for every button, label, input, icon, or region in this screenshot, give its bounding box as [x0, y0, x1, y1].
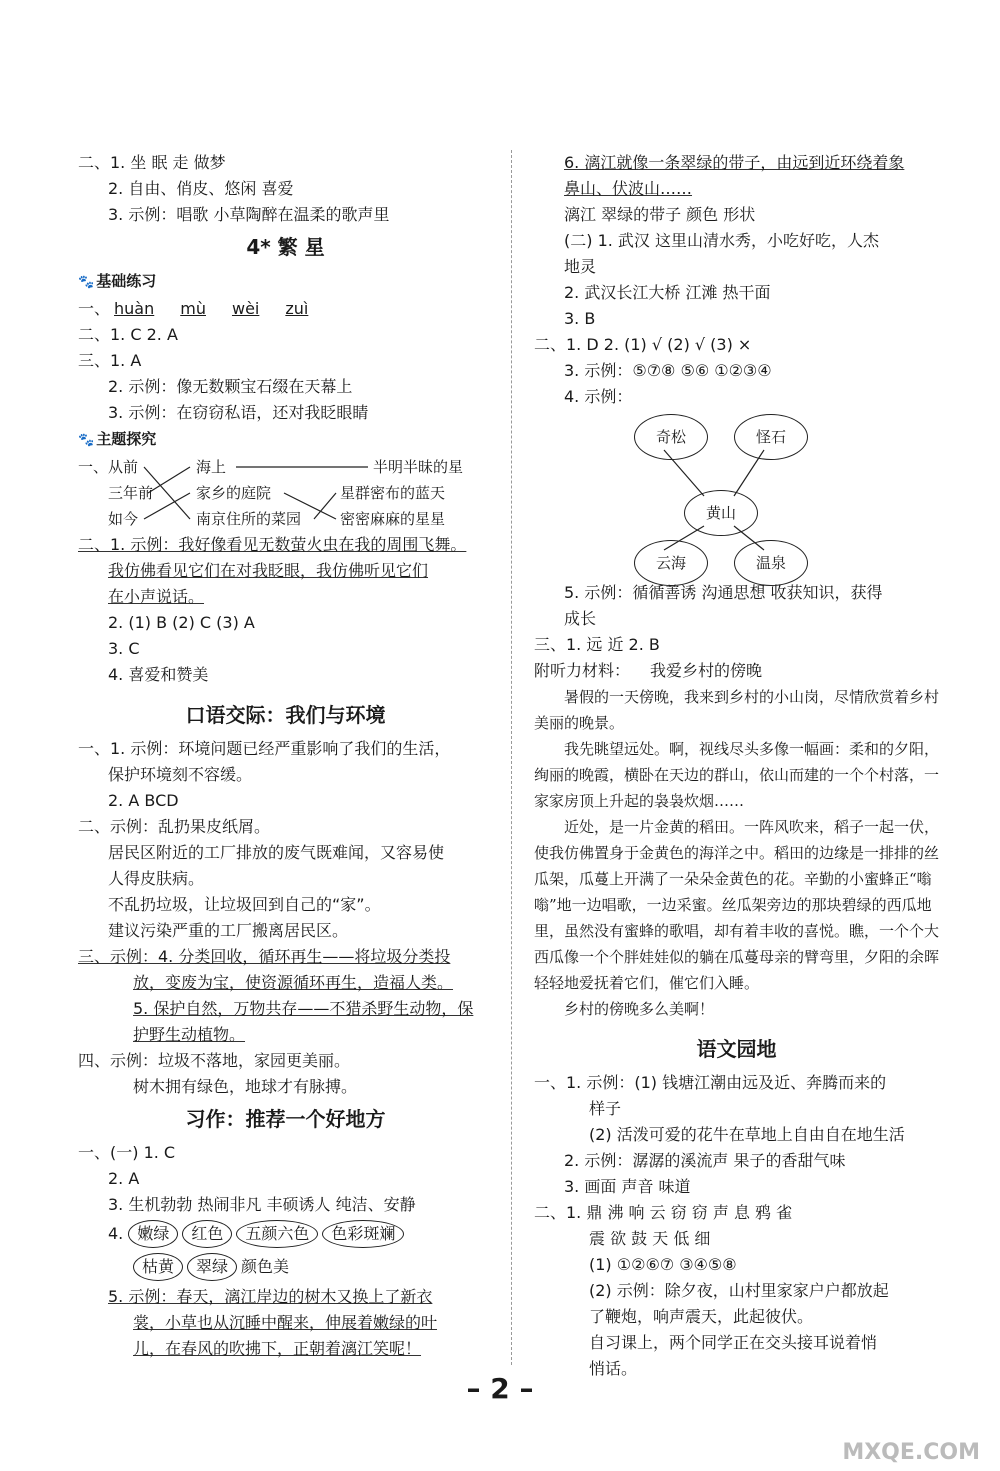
- match-place: 家乡的庭院: [196, 484, 272, 502]
- answer-text: 建议污染严重的工厂搬离居民区。: [108, 921, 349, 940]
- answer-text: 裳，小草也从沉睡中醒来，伸展着嫩绿的叶: [133, 1313, 438, 1332]
- answer-text: 不乱扔垃圾，让垃圾回到自己的“家”。: [108, 895, 381, 914]
- answer-text: 3. C: [108, 639, 140, 658]
- answer-line: [78, 1310, 493, 1336]
- answer-line: [78, 1022, 493, 1048]
- answer-text: 三、示例：4. 分类回收，循环再生——将垃圾分类投: [78, 947, 451, 966]
- answer-line: [78, 1166, 493, 1192]
- answer-line: [78, 348, 493, 374]
- answer-line: [78, 866, 493, 892]
- column-divider: [511, 150, 512, 1365]
- mind-node-qisong: 奇松: [634, 414, 708, 460]
- story-paragraph: 近处，是一片金黄的稻田。一阵风吹来，稻子一起一伏，使我仿佛置身于金黄色的海洋之中。稻田的边缘是一排排的丝瓜架，瓜蔓上开满了一朵朵金黄色的花。辛勤的小蜜蜂正“嗡嗡”地一边唱歌，一边采蜜。丝瓜架旁边的那块碧绿的西瓜地里，虽然没有蜜蜂的歌唱，却有着丰收的喜悦。瞧，一个个大西瓜像一个个胖娃娃似的躺在瓜蔓母亲的臂弯里，夕阳的余晖轻轻地爱抚着它们，催它们入睡。: [534, 818, 940, 992]
- pinyin-item: huàn: [114, 299, 155, 318]
- pinyin-item: mù: [180, 299, 206, 318]
- answer-text: 2. 自由、俏皮、悠闲 喜爱: [108, 179, 294, 198]
- answer-line: [78, 892, 493, 918]
- answer-text: 树木拥有绿色，地球才有脉搏。: [133, 1077, 358, 1096]
- answer-text: 5. 保护自然，万物共存——不猎杀野生动物，保: [133, 999, 474, 1018]
- answer-line: [534, 1226, 939, 1252]
- writing-answers: [78, 1140, 493, 1218]
- answer-line: [78, 996, 493, 1022]
- answer-text: 2. 武汉长江大桥 江滩 热干面: [564, 283, 771, 302]
- answer-text: 成长: [564, 609, 597, 628]
- answer-line: [534, 1174, 939, 1200]
- answer-line: [78, 1140, 493, 1166]
- answer-line: [534, 1148, 939, 1174]
- answer-text: 震 欲 鼓 天 低 细: [589, 1229, 711, 1248]
- answer-text: 我仿佛看见它们在对我眨眼，我仿佛听见它们: [108, 561, 429, 580]
- answer-line: [534, 606, 939, 632]
- oral-answers: [78, 736, 493, 1100]
- answer-text: 3. 画面 声音 味道: [564, 1177, 691, 1196]
- answer-text: 2. 示例：潺潺的溪流声 果子的香甜气味: [564, 1151, 846, 1170]
- answer-line: [78, 1284, 493, 1310]
- answer-line: [78, 840, 493, 866]
- answer-line: [534, 1200, 939, 1226]
- match-stars: 星群密布的蓝天: [340, 484, 446, 502]
- answer-text: 2. A: [108, 1169, 140, 1188]
- answer-text: (2) 活泼可爱的花牛在草地上自由自在地生活: [589, 1125, 905, 1144]
- answer-line: [534, 632, 939, 658]
- answer-text: 5. 示例：循循善诱 沟通思想 收获知识，获得: [564, 583, 883, 602]
- answer-text: 2. A BCD: [108, 791, 179, 810]
- answer-text: 6. 漓江就像一条翠绿的带子，由远到近环绕着象: [564, 153, 905, 172]
- oval-option: 枯黄: [133, 1253, 183, 1281]
- answer-line: [534, 254, 939, 280]
- answer-line: [78, 944, 493, 970]
- answer-text: 鼻山、伏波山……: [564, 179, 693, 198]
- answer-line: [78, 150, 493, 176]
- answer-text: (二) 1. 武汉 这里山清水秀，小吃好吃，人杰: [564, 231, 880, 250]
- section-label: 主题探究: [96, 430, 157, 448]
- mind-map: [594, 410, 834, 580]
- match-stars: 半明半昧的星: [373, 458, 464, 476]
- answer-block-top-right: [534, 150, 939, 410]
- pinyin-item: zuì: [285, 299, 309, 318]
- answer-line: [534, 1330, 939, 1356]
- mind-node-yunhai: 云海: [634, 540, 708, 586]
- answer-text: 三、1. 远 近 2. B: [534, 635, 660, 654]
- answer-text: 5. 示例：春天，漓江岸边的树木又换上了新衣: [108, 1287, 433, 1306]
- answer-text: 样子: [589, 1099, 622, 1118]
- matching-exercise: [78, 454, 493, 532]
- answer-text: 护野生动植物。: [133, 1025, 246, 1044]
- story-paragraph: 我先眺望远处。啊，视线尽头多像一幅画：柔和的夕阳，绚丽的晚霞，横卧在天边的群山，依山而建的一个个村落，一家家房顶上升起的袅袅炊烟……: [534, 740, 940, 810]
- oval-option: 翠绿: [187, 1253, 237, 1281]
- story-paragraph: 乡村的傍晚多么美啊！: [564, 1000, 715, 1018]
- answer-line: [534, 1278, 939, 1304]
- answer-line: [78, 636, 493, 662]
- paw-icon: 🐾: [78, 275, 95, 290]
- oval-option: 嫩绿: [128, 1220, 178, 1248]
- answer-line: [78, 558, 493, 584]
- answer-text: 地灵: [564, 257, 597, 276]
- answer-text: 4. 示例：: [564, 387, 633, 406]
- answer-text: 自习课上，两个同学正在交头接耳说着悄: [589, 1333, 878, 1352]
- writing-answers-tail: [78, 1284, 493, 1362]
- garden-title: 语文园地: [696, 1037, 777, 1061]
- answer-text: 3. 示例：⑤⑦⑧ ⑤⑥ ①②③④: [564, 361, 772, 380]
- oval-options-row1: [78, 1218, 493, 1250]
- mind-node-huangshan: 黄山: [684, 490, 758, 536]
- oval-suffix: 颜色美: [241, 1257, 290, 1276]
- story-paragraph: 暑假的一天傍晚，我来到乡村的小山岗，尽情欣赏着乡村美丽的晚景。: [534, 688, 940, 732]
- answer-block-top: [78, 150, 493, 228]
- answer-text: 二、示例：乱扔果皮纸屑。: [78, 817, 271, 836]
- answer-line: [534, 306, 939, 332]
- match-place: 南京住所的菜园: [196, 510, 302, 528]
- answer-text: 儿，在春风的吹拂下，正朝着漓江笑呢！: [133, 1339, 422, 1358]
- oval-option: 五颜六色: [236, 1220, 318, 1248]
- answer-line: [78, 918, 493, 944]
- answer-line: [78, 202, 493, 228]
- answer-line: [78, 532, 493, 558]
- paw-icon: 🐾: [78, 433, 95, 448]
- answer-line: [534, 280, 939, 306]
- answer-text: 了鞭炮，响声震天，此起彼伏。: [589, 1307, 814, 1326]
- answer-text: 一、1. 示例：(1) 钱塘江潮由远及近、奔腾而来的: [534, 1073, 887, 1092]
- pinyin-item: wèi: [231, 299, 260, 318]
- answer-text: 二、1. 坐 眠 走 做梦: [78, 153, 226, 172]
- pinyin-prefix: 一、: [78, 299, 111, 318]
- answer-line: [78, 788, 493, 814]
- page-number: – 2 –: [466, 1372, 534, 1405]
- mind-node-guaishi: 怪石: [734, 414, 808, 460]
- listening-title: 我爱乡村的傍晚: [650, 661, 763, 680]
- answer-line: [78, 736, 493, 762]
- oval-options-row2: [78, 1250, 493, 1284]
- answer-text: 放，变废为宝，使资源循环再生，造福人类。: [133, 973, 454, 992]
- theme-answers: [78, 532, 493, 688]
- answer-line: [78, 1048, 493, 1074]
- answer-line: [78, 584, 493, 610]
- answer-text: 2. (1) B (2) C (3) A: [108, 613, 255, 632]
- answer-text: 保护环境刻不容缓。: [108, 765, 253, 784]
- answer-line: [78, 970, 493, 996]
- answer-text: 4. 喜爱和赞美: [108, 665, 209, 684]
- oval-option: 色彩斑斓: [322, 1220, 404, 1248]
- answer-text: 居民区附近的工厂排放的废气既难闻，又容易使: [108, 843, 445, 862]
- item-number: 4.: [108, 1224, 129, 1243]
- answer-text: (1) ①②⑥⑦ ③④⑤⑧: [589, 1255, 737, 1274]
- match-time: 从前: [108, 458, 139, 476]
- answer-text: 二、1. 鼎 沸 响 云 窃 窃 声 息 鸦 雀: [534, 1203, 793, 1222]
- answer-line: [78, 814, 493, 840]
- lesson-title-fanxing: 4* 繁 星: [246, 235, 325, 259]
- section-label: 基础练习: [96, 272, 157, 290]
- answer-line: [534, 358, 939, 384]
- basic-answers: [78, 322, 493, 426]
- answer-line: [78, 176, 493, 202]
- answer-line: [78, 374, 493, 400]
- answer-text: 四、示例：垃圾不落地，家园更美丽。: [78, 1051, 351, 1070]
- answer-text: (2) 示例：除夕夜，山村里家家户户都放起: [589, 1281, 889, 1300]
- match-time: 三年前: [108, 484, 154, 502]
- answer-text: 一、(一) 1. C: [78, 1143, 176, 1162]
- answer-line: [534, 580, 939, 606]
- pinyin-answers: [78, 296, 493, 322]
- section-basic-practice: [78, 268, 493, 296]
- answer-text: 二、1. 示例：我好像看见无数萤火虫在我的周围飞舞。: [78, 535, 467, 554]
- site-watermark: MXQE.COM: [842, 1440, 980, 1465]
- answer-line: [78, 322, 493, 348]
- answer-line: [78, 400, 493, 426]
- mind-node-wenquan: 温泉: [734, 540, 808, 586]
- match-place: 海上: [196, 458, 227, 476]
- answer-line: [534, 1122, 939, 1148]
- listening-story: [534, 684, 939, 1022]
- answer-line: [534, 1304, 939, 1330]
- answer-text: 在小声说话。: [108, 587, 205, 606]
- answer-text: 3. 示例：在窃窃私语，还对我眨眼睛: [108, 403, 369, 422]
- answer-text: 3. B: [564, 309, 596, 328]
- match-prefix: 一、: [78, 458, 109, 476]
- answer-line: [534, 1070, 939, 1096]
- answer-line: [78, 1336, 493, 1362]
- garden-answers: [534, 1070, 939, 1382]
- answer-line: [534, 150, 939, 176]
- answer-block-after-map: [534, 580, 939, 658]
- answer-line: [534, 1252, 939, 1278]
- answer-text: 悄话。: [589, 1359, 638, 1378]
- match-stars: 密密麻麻的星星: [340, 510, 446, 528]
- listening-label: 附听力材料：: [534, 661, 631, 680]
- answer-line: [78, 1074, 493, 1100]
- answer-text: 二、1. C 2. A: [78, 325, 178, 344]
- answer-line: [534, 176, 939, 202]
- left-column: [78, 150, 493, 1362]
- answer-line: [534, 228, 939, 254]
- answer-text: 3. 示例：唱歌 小草陶醉在温柔的歌声里: [108, 205, 390, 224]
- answer-line: [534, 384, 939, 410]
- answer-text: 二、1. D 2. (1) √ (2) √ (3) ×: [534, 335, 752, 354]
- answer-text: 人得皮肤病。: [108, 869, 205, 888]
- answer-line: [78, 1192, 493, 1218]
- listening-header: [534, 658, 939, 684]
- answer-text: 一、1. 示例：环境问题已经严重影响了我们的生活，: [78, 739, 451, 758]
- answer-text: 2. 示例：像无数颗宝石缀在天幕上: [108, 377, 353, 396]
- answer-text: 三、1. A: [78, 351, 142, 370]
- oval-option: 红色: [182, 1220, 232, 1248]
- answer-line: [78, 610, 493, 636]
- right-column: [534, 150, 939, 1382]
- answer-line: [78, 662, 493, 688]
- answer-line: [534, 202, 939, 228]
- match-time: 如今: [108, 510, 139, 528]
- writing-title: 习作：推荐一个好地方: [185, 1107, 386, 1131]
- answer-text: 3. 生机勃勃 热闹非凡 丰硕诱人 纯洁、安静: [108, 1195, 416, 1214]
- section-theme-explore: [78, 426, 493, 454]
- answer-text: 漓江 翠绿的带子 颜色 形状: [564, 205, 756, 224]
- oral-title: 口语交际：我们与环境: [185, 703, 386, 727]
- answer-line: [78, 762, 493, 788]
- answer-line: [534, 332, 939, 358]
- answer-line: [534, 1096, 939, 1122]
